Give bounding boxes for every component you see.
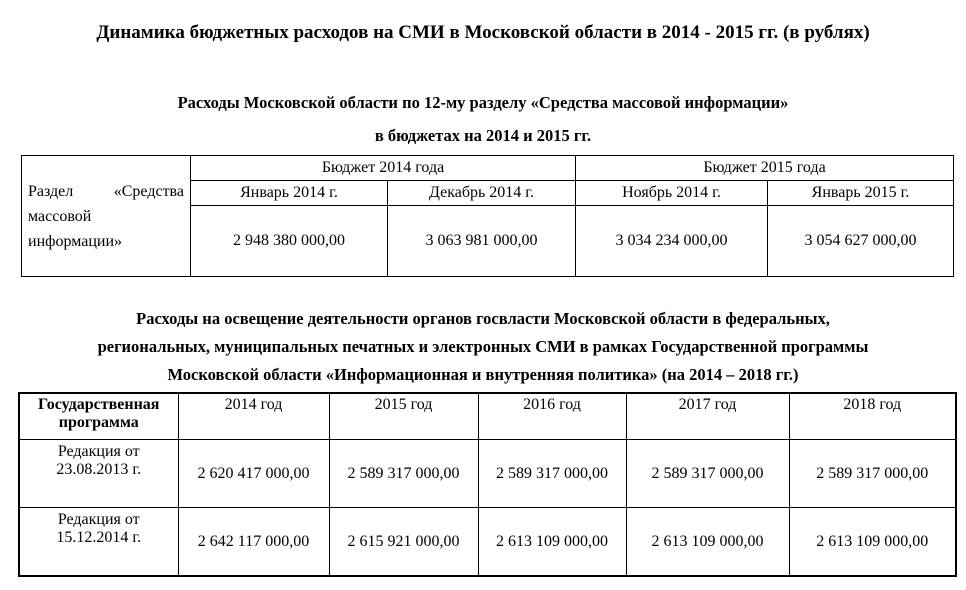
column-header-january-2014: Январь 2014 г. (191, 181, 388, 206)
budget-table-heading-line-2: в бюджетах на 2014 и 2015 гг. (374, 126, 592, 145)
redaction-2014-value-2015: 2 615 921 000,00 (329, 508, 478, 577)
redaction-2013-value-2016: 2 589 317 000,00 (478, 440, 626, 508)
redaction-2013-value-2015: 2 589 317 000,00 (329, 440, 478, 508)
program-table-heading (0, 305, 966, 389)
value-january-2014: 2 948 380 000,00 (191, 206, 388, 277)
column-header-january-2015: Январь 2015 г. (768, 181, 954, 206)
program-table-heading-line-1: Расходы на освещение деятельности органов госвласти Московской области в федеральных, (136, 309, 830, 328)
budget-table-heading-line-1: Расходы Московской области по 12-му разделу «Средства массовой информации» (177, 93, 789, 112)
budget-table-row-label-line-3: информации» (28, 232, 123, 250)
row-label-redaction-2013: Редакция от 23.08.2013 г. (19, 440, 178, 508)
budget-table-row-label-line-2: массовой (28, 207, 92, 225)
redaction-2014-value-2016: 2 613 109 000,00 (478, 508, 626, 577)
program-table-row-redaction-2014 (19, 508, 956, 577)
program-table-row-redaction-2013 (19, 440, 956, 508)
program-table-heading-line-2: региональных, муниципальных печатных и электронных СМИ в рамках Государственной программы (97, 337, 869, 356)
page-title: Динамика бюджетных расходов на СМИ в Московской области в 2014 - 2015 гг. (в рублях) (96, 22, 870, 43)
redaction-2013-value-2014: 2 620 417 000,00 (178, 440, 329, 508)
redaction-2013-value-2017: 2 589 317 000,00 (626, 440, 789, 508)
redaction-2013-value-2018: 2 589 317 000,00 (789, 440, 956, 508)
value-december-2014: 3 063 981 000,00 (388, 206, 576, 277)
redaction-2014-value-2014: 2 642 117 000,00 (178, 508, 329, 577)
column-header-2015: 2015 год (329, 393, 478, 440)
budget-table-row-label-line-1: Раздел «Средства (28, 182, 184, 200)
program-table-corner-header: Государственная программа (19, 393, 178, 440)
column-header-november-2014: Ноябрь 2014 г. (576, 181, 768, 206)
program-table-header-row (19, 393, 956, 440)
program-table (18, 392, 957, 577)
column-header-2014: 2014 год (178, 393, 329, 440)
budget-table-row-label-cell (22, 156, 191, 277)
budget-table-group-header-row (22, 156, 954, 181)
redaction-2014-value-2018: 2 613 109 000,00 (789, 508, 956, 577)
value-november-2014: 3 034 234 000,00 (576, 206, 768, 277)
column-header-december-2014: Декабрь 2014 г. (388, 181, 576, 206)
budget-table (21, 155, 954, 277)
column-header-2017: 2017 год (626, 393, 789, 440)
program-table-heading-line-3: Московской области «Информационная и внутренняя политика» (на 2014 – 2018 гг.) (167, 365, 799, 384)
budget-table-heading (0, 86, 966, 152)
redaction-2014-value-2017: 2 613 109 000,00 (626, 508, 789, 577)
budget-2015-group-header: Бюджет 2015 года (576, 156, 954, 181)
column-header-2018: 2018 год (789, 393, 956, 440)
value-january-2015: 3 054 627 000,00 (768, 206, 954, 277)
budget-2014-group-header: Бюджет 2014 года (191, 156, 576, 181)
row-label-redaction-2014: Редакция от 15.12.2014 г. (19, 508, 178, 577)
column-header-2016: 2016 год (478, 393, 626, 440)
